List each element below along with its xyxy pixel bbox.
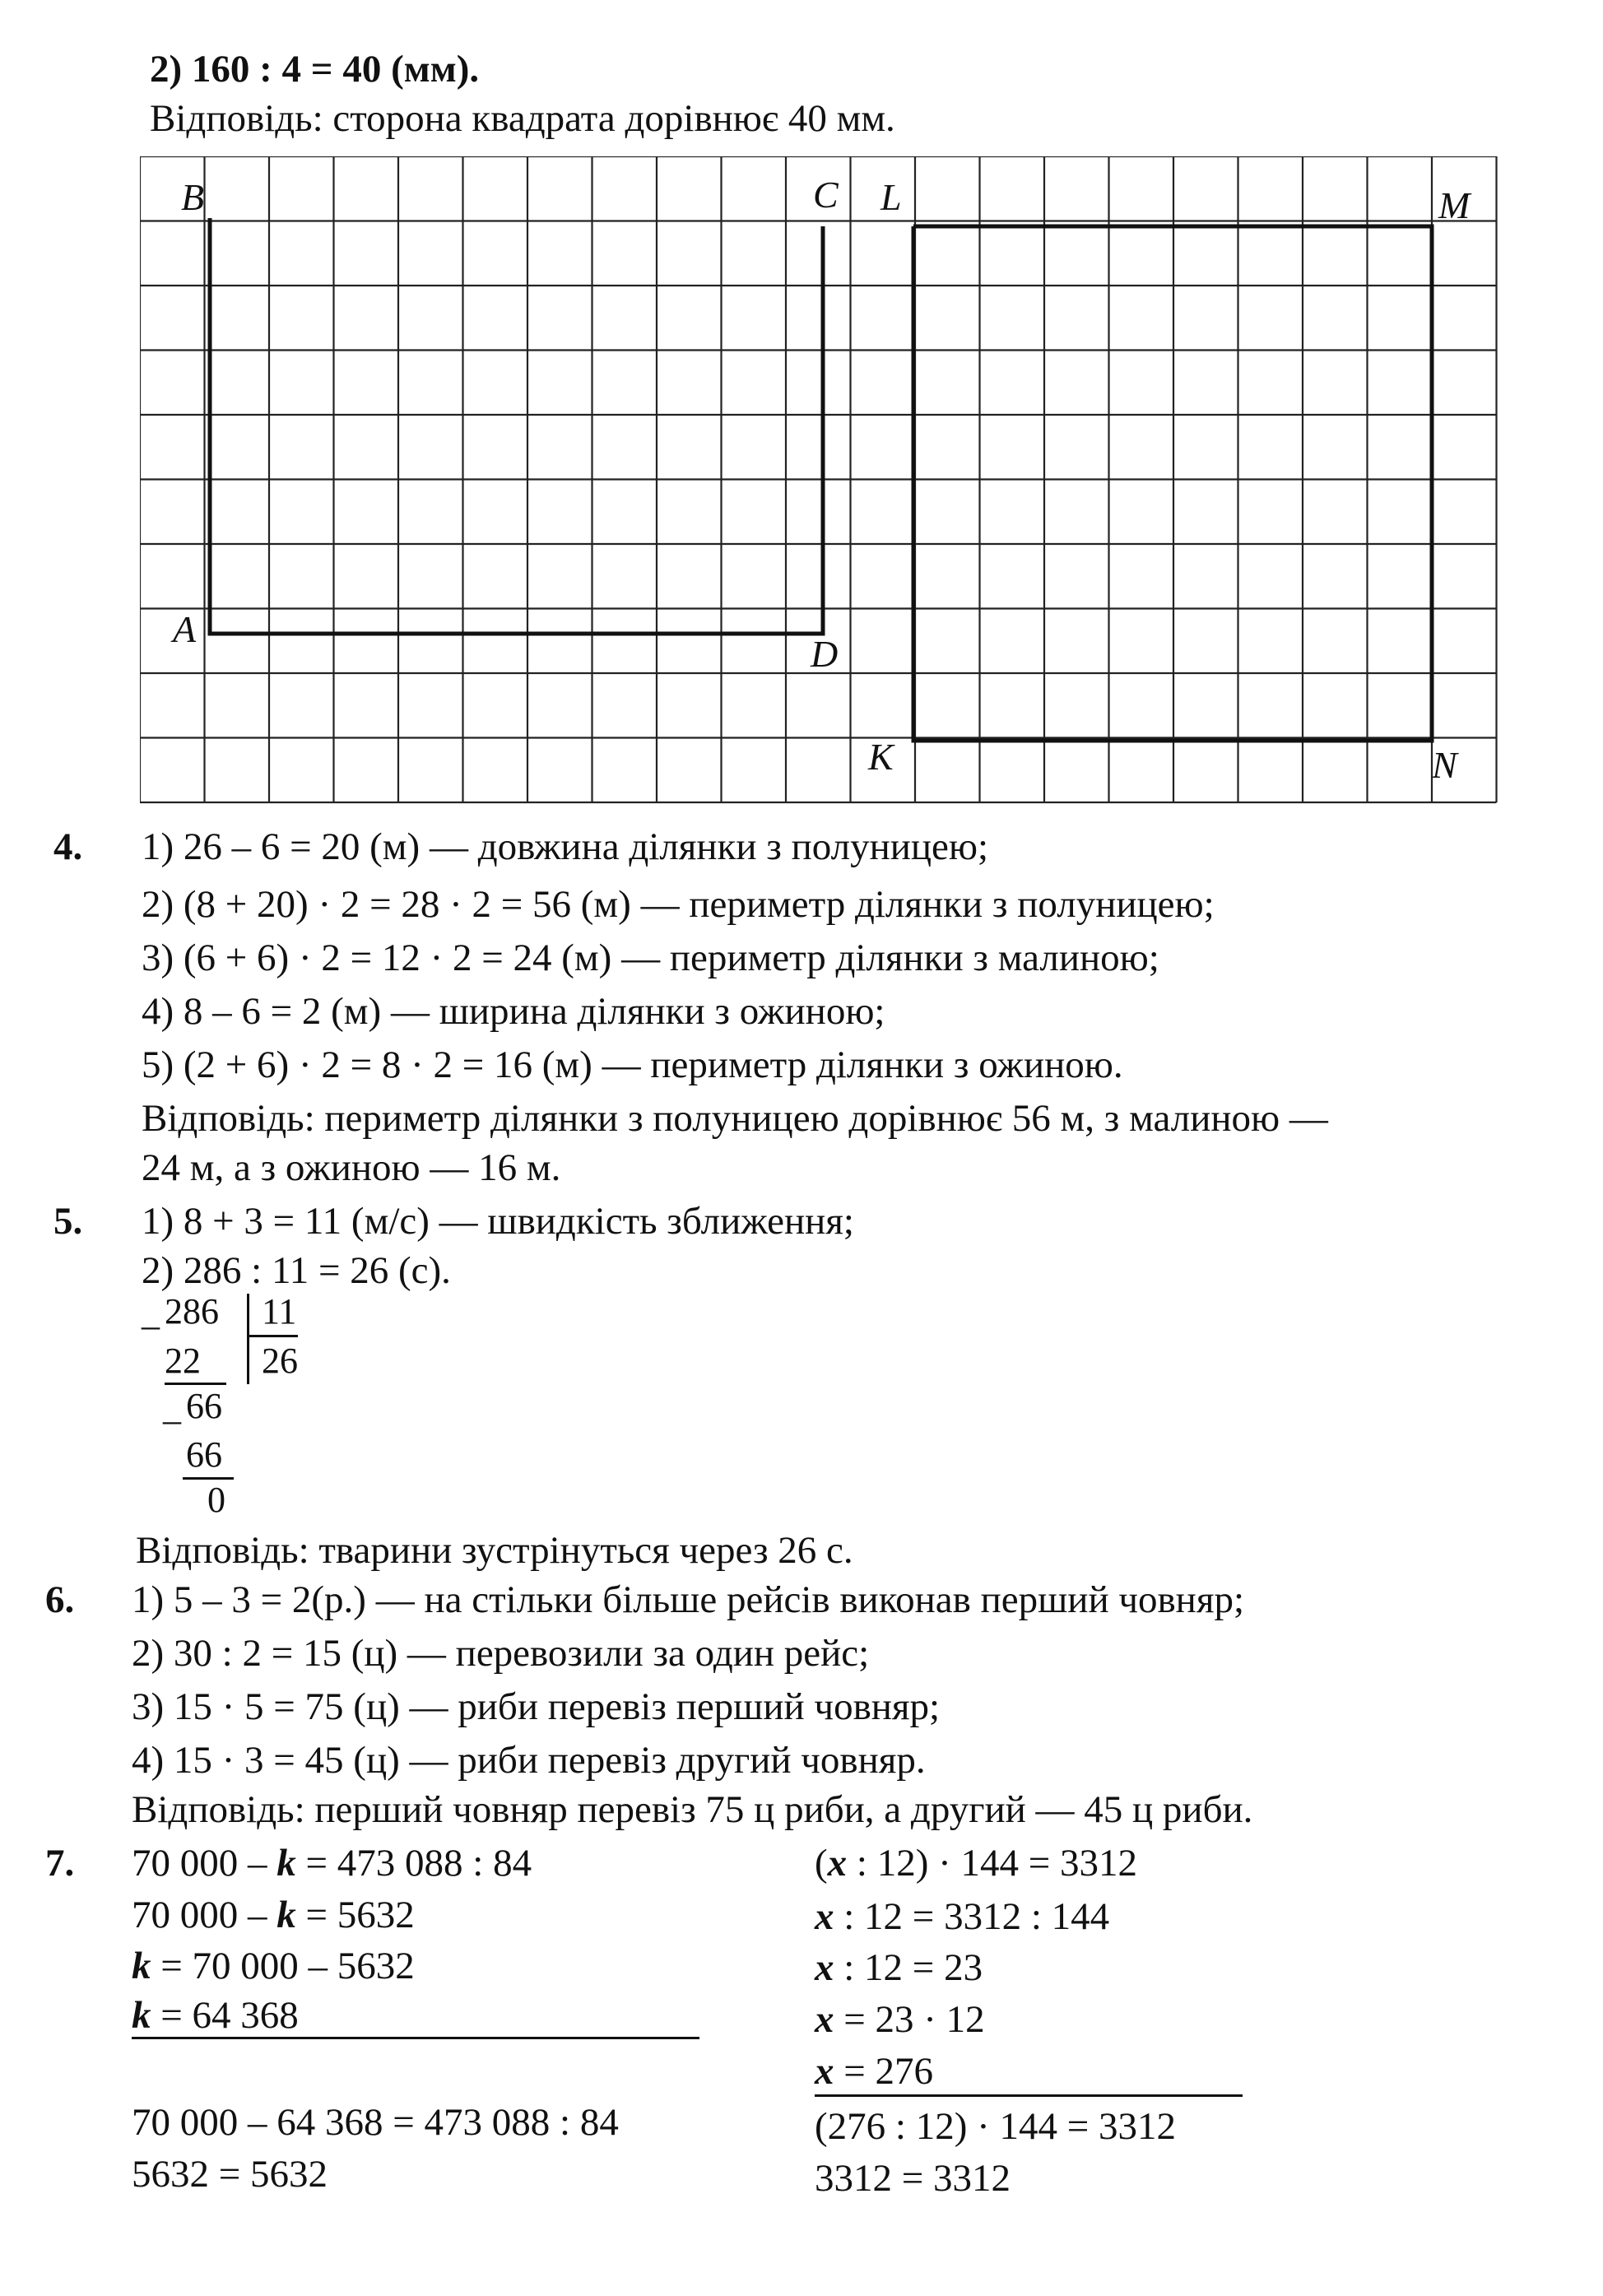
label-k: K	[868, 736, 894, 778]
task-4-answer-line-2: 24 м, а з ожиною — 16 м.	[142, 1146, 561, 1189]
task-7-left-line-4	[132, 1992, 299, 2039]
right-r2-b: : 12 = 3312 : 144	[834, 1895, 1110, 1938]
step-2-text: 2) 160 : 4 = 40 (мм).	[150, 48, 480, 91]
task-6-answer: Відповідь: перший човняр перевіз 75 ц риби, а другий — 45 ц риби.	[132, 1788, 1253, 1831]
task-4-step-5: 5) (2 + 6) · 2 = 8 · 2 = 16 (м) — периметр ділянки з ожиною.	[142, 1043, 1123, 1086]
task-7-left-line-2	[132, 1891, 415, 1939]
task-4-step-3: 3) (6 + 6) · 2 = 12 · 2 = 24 (м) — периметр ділянки з малиною;	[142, 937, 1159, 979]
division-subtrahend-2: 66	[186, 1434, 222, 1475]
label-m: M	[1438, 184, 1471, 226]
task-4-answer-line-1: Відповідь: периметр ділянки з полуницею дорівнює 56 м, з малиною —	[142, 1097, 1328, 1140]
task-4-step-4: 4) 8 – 6 = 2 (м) — ширина ділянки з ожиною;	[142, 990, 885, 1033]
variable-x: x	[815, 1998, 834, 2041]
division-vertical-bar	[247, 1294, 249, 1384]
task-5-step-1: 1) 8 + 3 = 11 (м/с) — швидкість зближення;	[142, 1200, 854, 1243]
task-7-right-line-2	[815, 1893, 1109, 1940]
right-r1-a: (	[815, 1842, 828, 1885]
task-7-left-check-2: 5632 = 5632	[132, 2153, 328, 2196]
division-dividend: 286	[165, 1291, 219, 1332]
division-quotient: 26	[262, 1341, 298, 1381]
task-5-number: 5.	[53, 1200, 83, 1243]
variable-k: k	[132, 1945, 151, 1987]
division-remainder-2: 0	[207, 1480, 225, 1520]
left-l1-a: 70 000 –	[132, 1842, 277, 1885]
task-7-right-line-1	[815, 1839, 1137, 1887]
variable-x: x	[815, 2050, 834, 2093]
task-6-step-3: 3) 15 · 5 = 75 (ц) — риби перевіз перший човняр;	[132, 1685, 941, 1728]
label-b: B	[181, 176, 205, 218]
grid-lines	[140, 156, 1497, 802]
squared-grid-figure	[140, 156, 1498, 815]
step-2-line	[150, 45, 479, 93]
right-result-underline	[815, 2094, 1243, 2097]
left-l3-b: = 70 000 – 5632	[151, 1945, 415, 1987]
variable-k: k	[276, 1894, 296, 1936]
task-7-number: 7.	[45, 1842, 75, 1885]
right-r1-b: : 12) · 144 = 3312	[847, 1842, 1138, 1885]
task-7-left-line-1	[132, 1839, 532, 1887]
left-l1-b: = 473 088 : 84	[295, 1842, 532, 1885]
label-n: N	[1432, 744, 1457, 786]
left-l2-b: = 5632	[295, 1894, 415, 1936]
label-a: A	[173, 608, 197, 650]
task-7-left-line-3	[132, 1942, 415, 1990]
left-l2-a: 70 000 –	[132, 1894, 277, 1936]
division-minus-1: _	[142, 1293, 160, 1333]
left-result-underline	[132, 2037, 699, 2039]
right-r3-b: : 12 = 23	[834, 1946, 983, 1989]
task-7-right-check-1: (276 : 12) · 144 = 3312	[815, 2105, 1177, 2148]
task-7-right-line-4	[815, 1996, 985, 2043]
variable-x: x	[815, 1895, 834, 1938]
label-c: C	[813, 174, 839, 216]
task-7-right-line-3	[815, 1944, 983, 1992]
variable-x: x	[815, 1946, 834, 1989]
task-6-number: 6.	[45, 1578, 75, 1621]
division-divisor: 11	[262, 1291, 297, 1332]
division-minus-2: _	[163, 1387, 181, 1428]
division-subtrahend-1: 22	[165, 1341, 201, 1381]
task-6-step-4: 4) 15 · 3 = 45 (ц) — риби перевіз другий човняр.	[132, 1739, 926, 1782]
variable-x: x	[827, 1842, 848, 1885]
task-5-step-2: 2) 286 : 11 = 26 (с).	[142, 1249, 451, 1292]
task-4-step-2: 2) (8 + 20) · 2 = 28 · 2 = 56 (м) — периметр ділянки з полуницею;	[142, 883, 1215, 926]
label-l: L	[880, 176, 902, 218]
task-5-answer: Відповідь: тварини зустрінуться через 26 с.	[136, 1529, 853, 1572]
rectangle-abcd	[210, 218, 823, 634]
task-6-step-1: 1) 5 – 3 = 2(р.) — на стільки більше рейсів виконав перший човняр;	[132, 1578, 1245, 1621]
divisor-underline	[249, 1335, 298, 1337]
top-answer: Відповідь: сторона квадрата дорівнює 40 мм.	[150, 97, 895, 140]
task-4-step-1: 1) 26 – 6 = 20 (м) — довжина ділянки з полуницею;	[142, 825, 989, 868]
right-r4-b: = 23 · 12	[834, 1998, 985, 2041]
task-7-right-line-5	[815, 2047, 933, 2095]
label-d: D	[811, 633, 839, 675]
task-7-right-check-2: 3312 = 3312	[815, 2157, 1011, 2200]
task-6-step-2: 2) 30 : 2 = 15 (ц) — перевозили за один рейс;	[132, 1632, 870, 1675]
task-4-number: 4.	[53, 825, 83, 868]
task-7-left-check-1: 70 000 – 64 368 = 473 088 : 84	[132, 2101, 619, 2144]
variable-k: k	[132, 1994, 151, 2037]
variable-k: k	[276, 1842, 296, 1885]
division-remainder-1: 66	[186, 1386, 222, 1426]
left-l4-b: = 64 368	[151, 1994, 299, 2037]
right-r5-b: = 276	[834, 2050, 934, 2093]
